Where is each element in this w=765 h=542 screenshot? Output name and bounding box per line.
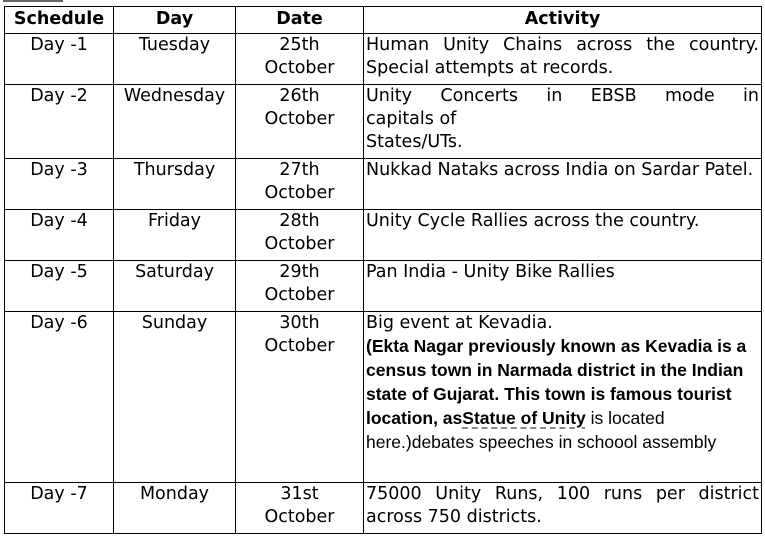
date-cell	[236, 34, 364, 85]
schedule-cell: Day -4	[5, 210, 114, 261]
table-header-row	[5, 7, 762, 34]
unity-week-schedule-table	[4, 6, 762, 534]
activity-intro: Big event at Kevadia.	[366, 313, 553, 333]
date-cell	[236, 483, 364, 534]
schedule-cell: Day -3	[5, 159, 114, 210]
day-cell: Saturday	[114, 261, 236, 312]
day-cell: Tuesday	[114, 34, 236, 85]
activity-cell: Unity Cycle Rallies across the country.	[364, 210, 762, 261]
day-cell: Friday	[114, 210, 236, 261]
activity-cell: Pan India - Unity Bike Rallies	[364, 261, 762, 312]
day-cell: Monday	[114, 483, 236, 534]
header-activity: Activity	[364, 7, 762, 34]
activity-cell	[364, 312, 762, 483]
kevadia-note-tail: is located here.)debates speeches in schoool assembly	[366, 408, 717, 452]
table-row	[5, 210, 762, 261]
activity-line: States/UTs.	[366, 132, 463, 152]
date-cell	[236, 312, 364, 483]
table-row	[5, 312, 762, 483]
header-day: Day	[114, 7, 236, 34]
day-cell: Sunday	[114, 312, 236, 483]
date-day: 30th	[279, 313, 320, 333]
date-day: 27th	[279, 160, 320, 180]
table-row	[5, 159, 762, 210]
date-month: October	[264, 183, 335, 203]
activity-cell	[364, 85, 762, 159]
kevadia-note: (Ekta Nagar previously known as Kevadia is a census town in Narmada district in the Indian state of Gujarat. This town is famous tourist location, as	[366, 336, 747, 428]
header-date: Date	[236, 7, 364, 34]
table-row	[5, 85, 762, 159]
activity-cell: Nukkad Nataks across India on Sardar Patel.	[364, 159, 762, 210]
day-cell: Wednesday	[114, 85, 236, 159]
table-row	[5, 483, 762, 534]
schedule-cell: Day -6	[5, 312, 114, 483]
table-row	[5, 261, 762, 312]
date-day: 31st	[280, 484, 319, 504]
schedule-cell: Day -5	[5, 261, 114, 312]
date-month: October	[264, 285, 335, 305]
activity-cell: 75000 Unity Runs, 100 runs per district across 750 districts.	[364, 483, 762, 534]
date-day: 25th	[279, 35, 320, 55]
table-row	[5, 34, 762, 85]
date-month: October	[264, 109, 335, 129]
activity-line: Unity Concerts in EBSB mode in	[366, 86, 759, 106]
date-month: October	[264, 234, 335, 254]
statue-of-unity-link[interactable]: Statue of Unity	[462, 408, 586, 428]
date-day: 28th	[279, 211, 320, 231]
schedule-cell: Day -2	[5, 85, 114, 159]
date-day: 29th	[279, 262, 320, 282]
activity-line: capitals of	[366, 109, 457, 129]
date-month: October	[264, 58, 335, 78]
activity-cell: Human Unity Chains across the country. Special attempts at records.	[364, 34, 762, 85]
header-schedule: Schedule	[5, 7, 114, 34]
date-month: October	[264, 336, 335, 356]
schedule-cell: Day -7	[5, 483, 114, 534]
day-cell: Thursday	[114, 159, 236, 210]
date-day: 26th	[279, 86, 320, 106]
date-cell	[236, 210, 364, 261]
schedule-cell: Day -1	[5, 34, 114, 85]
date-cell	[236, 159, 364, 210]
date-month: October	[264, 507, 335, 527]
date-cell	[236, 261, 364, 312]
date-cell	[236, 85, 364, 159]
